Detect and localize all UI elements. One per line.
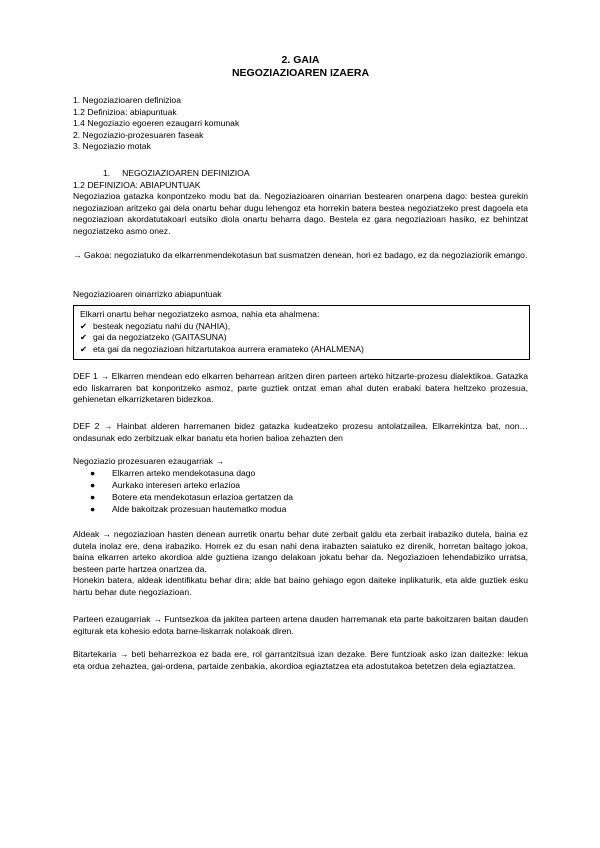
- checkmark-icon: ✔: [80, 320, 88, 331]
- list-item-text: Aurkako interesen arteko erlazioa: [112, 480, 241, 490]
- checkmark-icon: ✔: [80, 343, 88, 354]
- base-title: Negoziazioaren oinarrizko abiapuntuak: [73, 289, 222, 299]
- section-heading-block: [73, 168, 528, 191]
- check-item-text: eta gai da negoziazioan hitzartutakoa aurrera eramateko (AHALMENA): [93, 343, 364, 354]
- parties-paragraph: Aldeak → negoziazioan hasten denean aurretik onartu behar dute zerbait galdu eta zerbait irabaziko dutela, baina ez dutela inolaz ere, dena irabaziko. Horrek ez du esan nahi dena irabazten saiatuko ez direnik, horretan baitago jokoa, baina elkarren arteko akordioa alde guztiena izango delakoan jokatu behar da. Negoziazioen lehendabiziko urratsa, besteen parte hartzea onartzea da.: [73, 529, 528, 574]
- check-item-text: gai da negoziatzeko (GAITASUNA): [93, 332, 227, 342]
- goal-paragraph: → Gakoa: negoziatuko da elkarrenmendekotasun bat susmatzen denean, hori ez badago, ez da negoziaziorik emango.: [73, 250, 528, 260]
- party-features-paragraph: Parteen ezaugarriak → Funtsezkoa da jakitea parteen artena dauden harremanak eta parte bakoitzaren baitan dauden egiturak eta kohesio edota barne-liskarrak nolakoak diren.: [73, 614, 528, 636]
- intro-paragraph: Negoziazioa gatazka konpontzeko modu bat da. Negoziazioaren oinarrian bestearen onarpena dago: bestea gurekin negoziazioan aritzeko gai dela onartu behar dugu lehengoz eta horrekin batera bestea negoziatzeko prest dagoela eta negoziazioan akordatutakoari eutsiko diola onartu beharra dago. Bestela ez gara negoziazioan hasiko, ez behintzat negoziatzeko asmo onez.: [73, 191, 528, 236]
- list-item: [73, 468, 528, 480]
- box-intro: Elkarri onartu behar negoziatzeko asmoa, nahia eta ahalmena:: [80, 309, 320, 319]
- bullet-icon: ●: [90, 492, 96, 502]
- toc-item: 2. Negoziazio-prozesuaren faseak: [73, 129, 204, 140]
- title-chapter: 2. GAIA: [281, 54, 320, 66]
- checkmark-icon: ✔: [80, 332, 88, 342]
- mediator-paragraph: Bitartekaria → beti beharrezkoa ez bada ere, rol garrantzitsua izan dezake. Bere funtzioak asko izan daitezke: lekua eta ordua zehaztea, gai-ordena, partaide zenbakia, akordioa egiaztatzea eta adostutakoa betetzen dela egiaztatzea.: [73, 649, 528, 671]
- section-subheading: 1.2 DEFINIZIOA: ABIAPUNTUAK: [73, 179, 201, 190]
- parties-paragraph-2: Honekin batera, aldeak identifikatu behar dira; alde bat baino gehiago egon daiteke inplikaturik, eta alde guztiek esku hartu behar dute negoziazioan.: [73, 575, 528, 597]
- list-item: [73, 480, 528, 492]
- bullet-icon: ●: [90, 504, 96, 514]
- check-item: [80, 321, 523, 333]
- check-item-text: besteak negoziatu nahi du (NAHIA),: [93, 320, 231, 331]
- document-title: [73, 54, 528, 80]
- table-of-contents: [73, 95, 239, 153]
- base-principles-box: [73, 305, 530, 360]
- title-topic: NEGOZIAZIOAREN IZAERA: [231, 67, 370, 79]
- list-item-text: Elkarren arteko mendekotasuna dago: [112, 468, 256, 478]
- section-heading: 1. NEGOZIAZIOAREN DEFINIZIOA: [103, 168, 250, 178]
- check-item: [80, 344, 523, 356]
- definition-1: DEF 1 → Elkarren mendean edo elkarren beharrean aritzen diren parteen arteko hitzarte-prozesu dialektikoa. Gatazka edo liskarraren bat konpontzeko asmoz, parte guztiek ontzat eman ahal duten erabaki batera heltzeko prozesua, gehienetan elkarrizketaren bidezkoa.: [73, 371, 528, 404]
- toc-item: 1. Negoziazioaren definizioa: [73, 95, 181, 105]
- list-item: [73, 492, 528, 504]
- features-list: [73, 468, 528, 516]
- bullet-icon: ●: [90, 480, 96, 490]
- definition-2: DEF 2 → Hainbat alderen harremanen bidez gatazka kudeatzeko prozesu antolatzailea. Elkarrekintza bat, non… ondasunak edo zerbitzuak elkar banatu eta horien balioa zehazten den: [73, 421, 528, 443]
- bullet-icon: ●: [90, 468, 96, 478]
- toc-item: 1.4 Negoziazio egoeren ezaugarri komunak: [73, 118, 240, 128]
- features-title: Negoziazio prozesuaren ezaugarriak →: [73, 456, 224, 466]
- check-item: [80, 332, 523, 344]
- list-item-text: Botere eta mendekotasun erlazioa gertatzen da: [112, 492, 294, 502]
- toc-item: 3. Negoziazio motak: [73, 141, 151, 151]
- list-item: [73, 504, 528, 516]
- toc-item: 1.2 Definizioa: abiapuntuak: [73, 106, 177, 117]
- list-item-text: Alde bakoitzak prozesuan hautematko modua: [112, 504, 287, 514]
